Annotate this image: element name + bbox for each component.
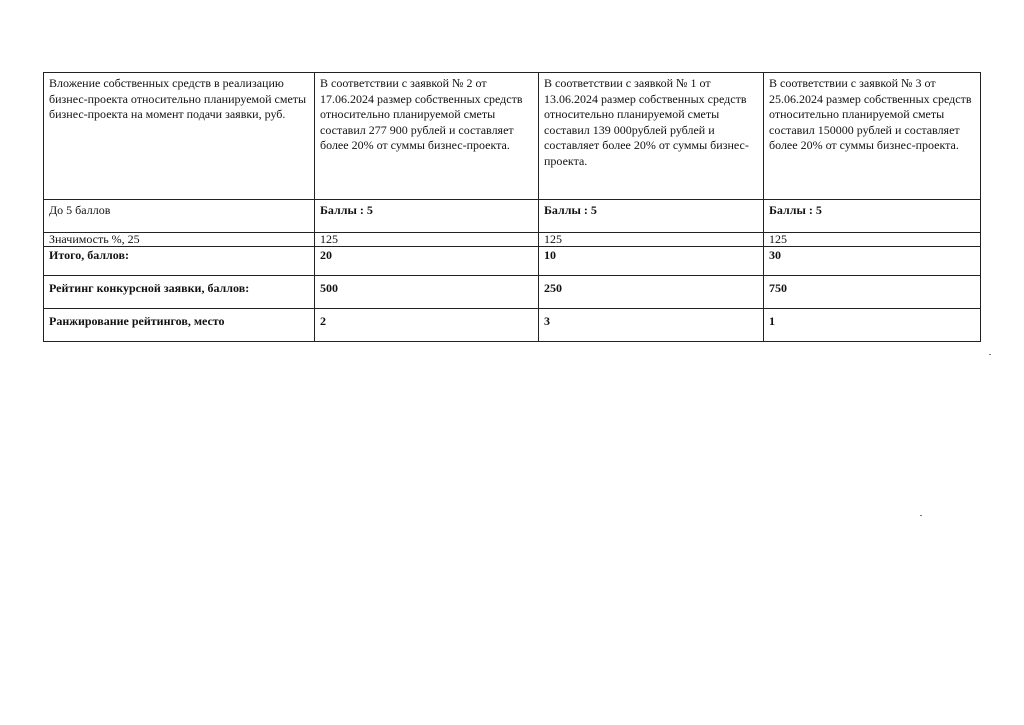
rating-label-cell: Рейтинг конкурсной заявки, баллов: xyxy=(44,276,315,309)
total-label-cell: Итого, баллов: xyxy=(44,247,315,276)
scan-speck xyxy=(920,515,922,516)
application-2-score-cell: Баллы : 5 xyxy=(315,200,539,233)
table-row-total xyxy=(44,247,981,276)
application-3-weight-cell: 125 xyxy=(764,233,981,247)
application-3-rating-cell: 750 xyxy=(764,276,981,309)
application-3-description-cell: В соответствии с заявкой № 3 от 25.06.2024 размер собственных средств относительно планируемой сметы составил 150000 рублей и составляет более 20% от суммы бизнес-проекта. xyxy=(764,73,981,200)
application-2-total-cell: 20 xyxy=(315,247,539,276)
application-1-rating-cell: 250 xyxy=(539,276,764,309)
application-2-description-cell: В соответствии с заявкой № 2 от 17.06.2024 размер собственных средств относительно планируемой сметы составил 277 900 рублей и составляет более 20% от суммы бизнес-проекта. xyxy=(315,73,539,200)
application-3-rank-cell: 1 xyxy=(764,309,981,342)
table-row-weight xyxy=(44,233,981,247)
application-2-rank-cell: 2 xyxy=(315,309,539,342)
application-2-weight-cell: 125 xyxy=(315,233,539,247)
table-row-max-score xyxy=(44,200,981,233)
application-1-description-cell: В соответствии с заявкой № 1 от 13.06.2024 размер собственных средств относительно планируемой сметы составил 139 000рублей рублей и составляет более 20% от суммы бизнес-проекта. xyxy=(539,73,764,200)
table-row-description xyxy=(44,73,981,200)
application-3-total-cell: 30 xyxy=(764,247,981,276)
application-1-rank-cell: 3 xyxy=(539,309,764,342)
table-row-ranking xyxy=(44,309,981,342)
table-row-rating xyxy=(44,276,981,309)
application-1-total-cell: 10 xyxy=(539,247,764,276)
application-3-score-cell: Баллы : 5 xyxy=(764,200,981,233)
evaluation-table xyxy=(43,72,981,342)
ranking-label-cell: Ранжирование рейтингов, место xyxy=(44,309,315,342)
max-score-label-cell: До 5 баллов xyxy=(44,200,315,233)
application-1-weight-cell: 125 xyxy=(539,233,764,247)
scan-speck xyxy=(989,354,991,355)
weight-label-cell: Значимость %, 25 xyxy=(44,233,315,247)
application-1-score-cell: Баллы : 5 xyxy=(539,200,764,233)
criterion-cell: Вложение собственных средств в реализацию бизнес-проекта относительно планируемой сметы бизнес-проекта на момент подачи заявки, руб. xyxy=(44,73,315,200)
application-2-rating-cell: 500 xyxy=(315,276,539,309)
